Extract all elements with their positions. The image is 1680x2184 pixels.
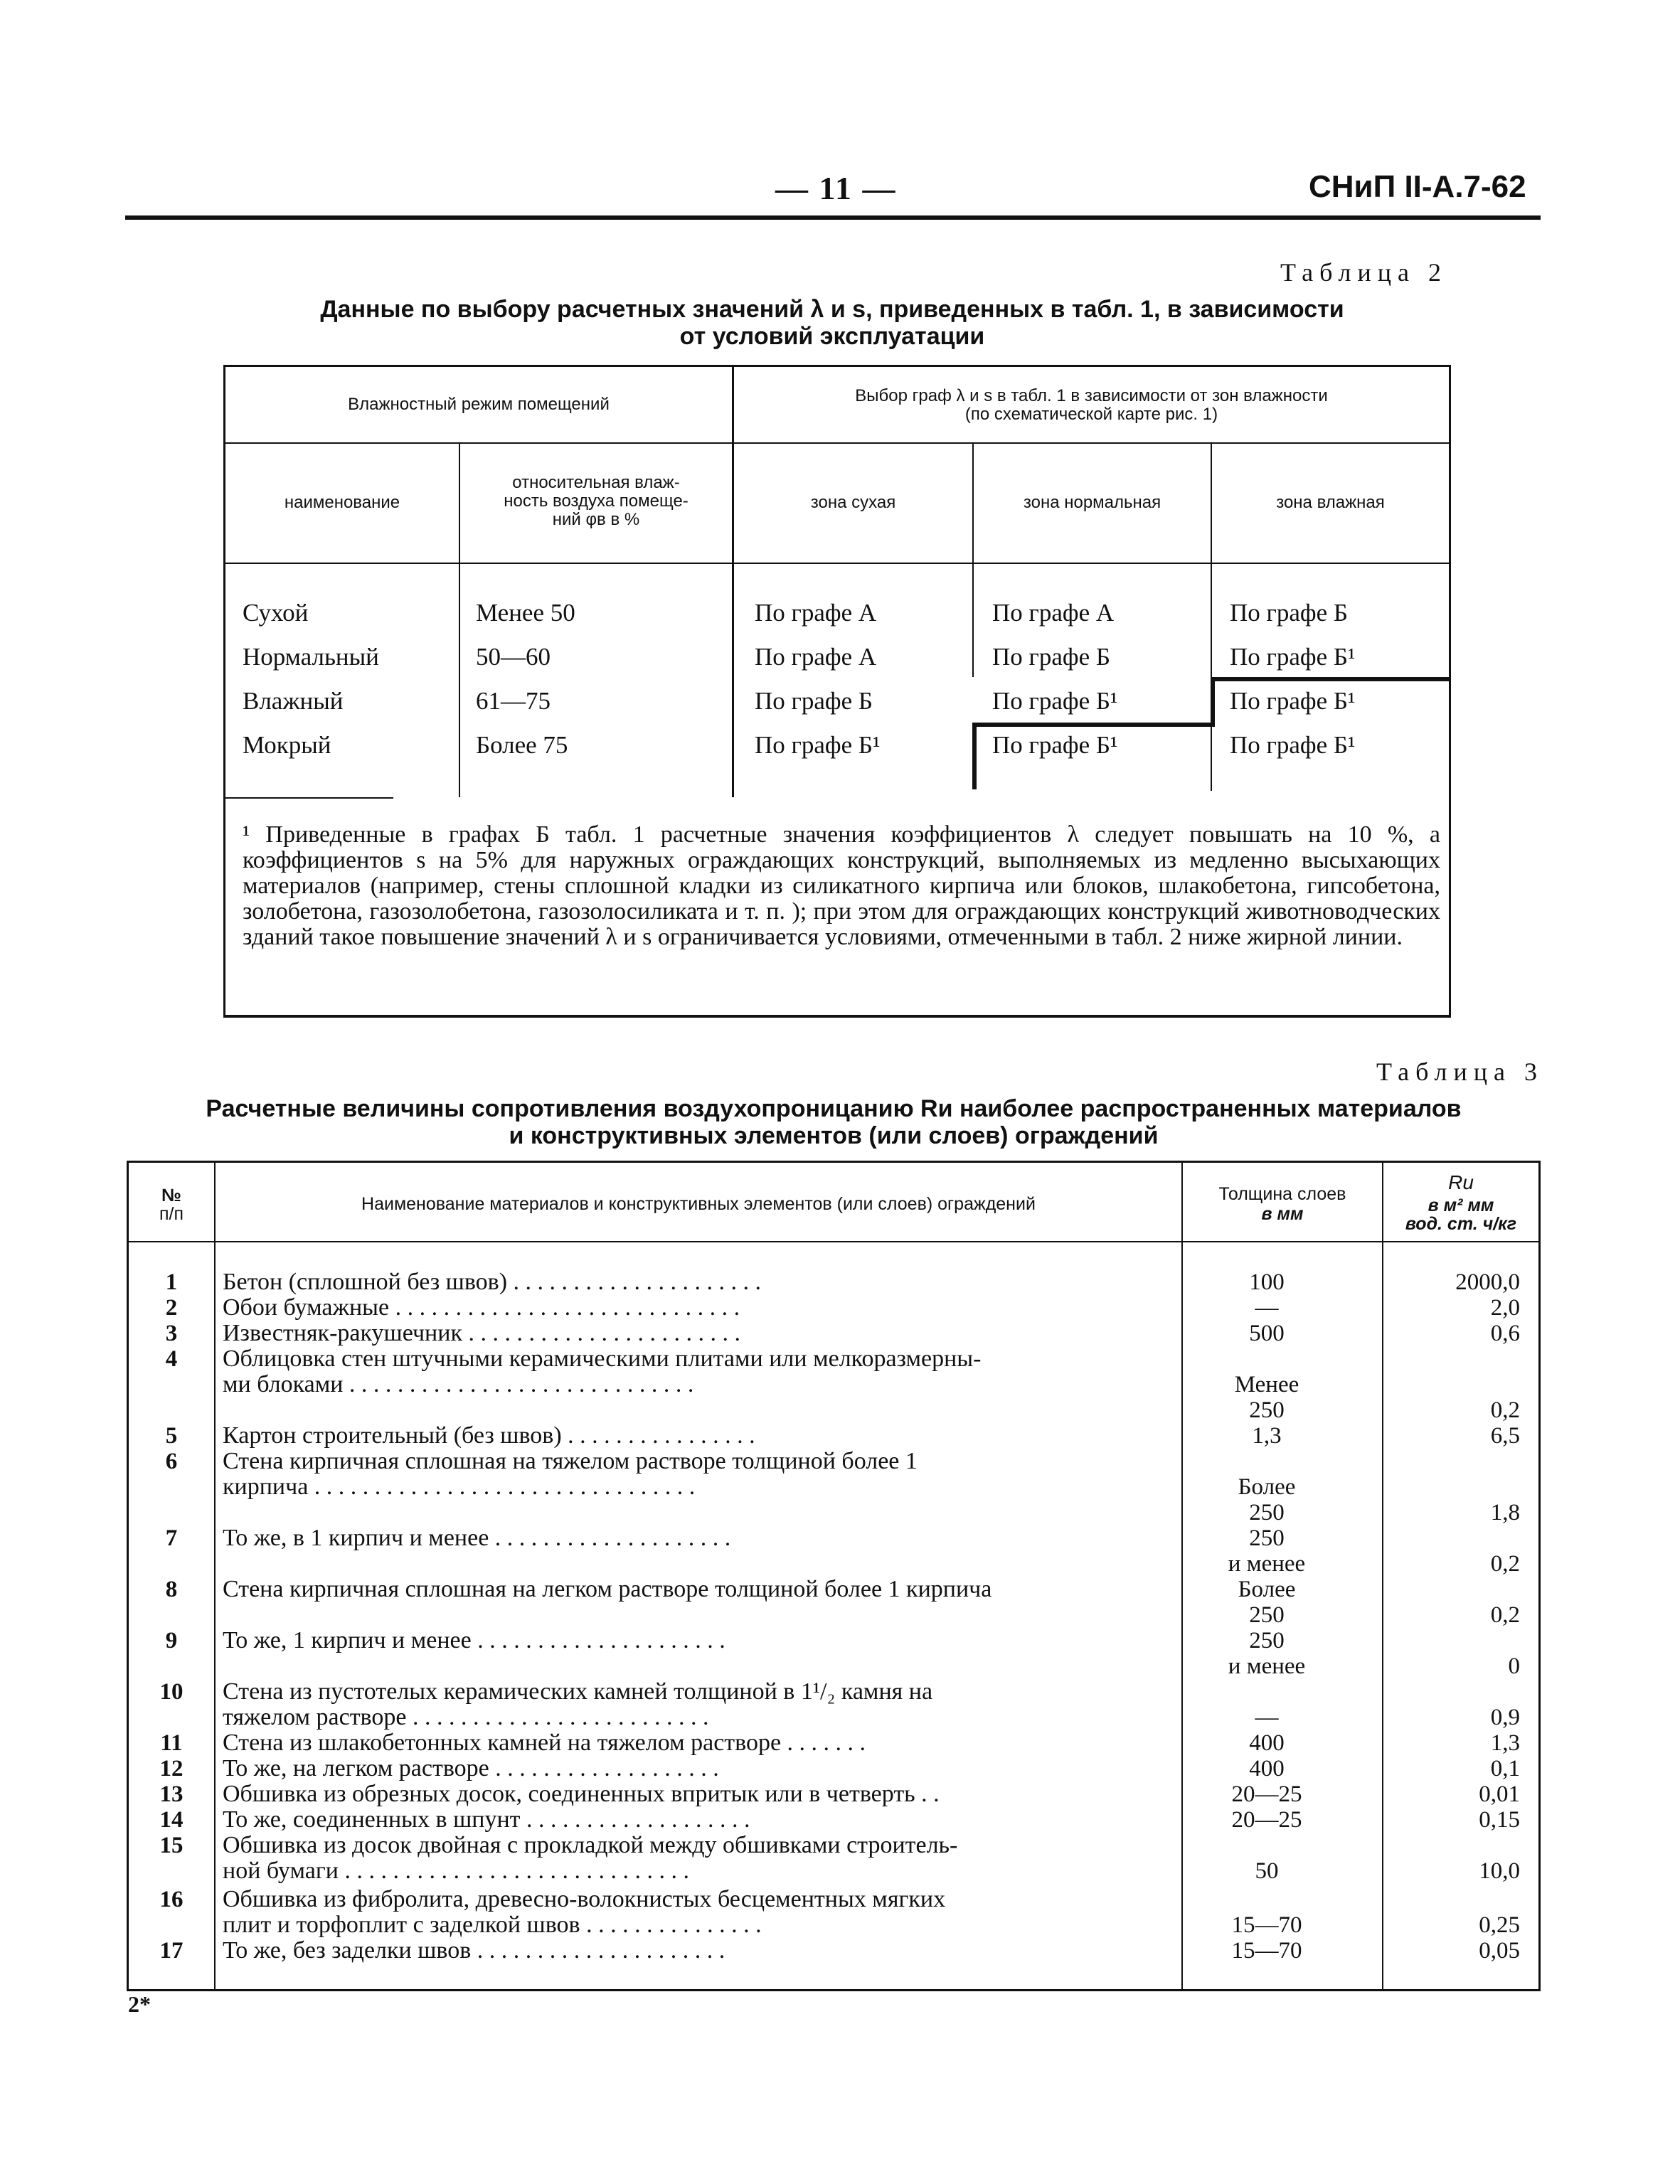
t2-row4-dry: По графе Б¹: [755, 731, 881, 759]
t3-row-num: 11: [160, 1730, 183, 1756]
t2-row2-normal: По графе Б: [992, 643, 1110, 671]
t3-row-r: 0,2: [1490, 1397, 1520, 1423]
t3-row-num: 8: [165, 1577, 178, 1602]
t3-row-thickness: и менее: [1228, 1653, 1306, 1679]
t3-row-r: 2,0: [1490, 1295, 1520, 1321]
t3-row-r: 0,25: [1479, 1912, 1520, 1938]
t3-row-r: 1,3: [1490, 1730, 1520, 1756]
t2-vline-normal-low: [1211, 727, 1212, 791]
t2-col-dry: зона сухая: [810, 493, 896, 512]
t2-col-humidity-2: ность воздуха помеще-: [504, 491, 689, 511]
t3-row-r: 0,6: [1490, 1321, 1520, 1346]
t2-head-group-right-2: (по схематической карте рис. 1): [964, 405, 1218, 424]
t3-row-text: То же, в 1 кирпич и менее . . . . . . . . . . . . . . . . . . . .: [223, 1525, 731, 1551]
t2-row4-humidity: Более 75: [476, 731, 568, 759]
t3-row-thickness: 400: [1249, 1730, 1285, 1756]
t3-col-r-1: Rи: [1448, 1171, 1474, 1193]
t3-col-r-2: в м² мм: [1428, 1195, 1494, 1215]
table2: [223, 365, 1451, 1018]
t3-row-r: 0,05: [1479, 1938, 1520, 1964]
t2-row2-wet: По графе Б¹: [1230, 643, 1356, 671]
t3-col-thickness-2: в мм: [1261, 1204, 1304, 1224]
t2-hline-stub: [225, 797, 393, 799]
t3-row-thickness: —: [1255, 1705, 1279, 1730]
t3-row-thickness: 250: [1249, 1500, 1285, 1525]
t3-row-thickness: 250: [1249, 1397, 1285, 1423]
header-rule: [125, 215, 1541, 220]
t3-row-num: 16: [159, 1887, 184, 1912]
t3-row-thickness: 1,3: [1252, 1423, 1282, 1449]
t2-col-name: наименование: [284, 493, 400, 512]
t3-col-num-2: п/п: [159, 1204, 184, 1224]
table2-label: Таблица 2: [1280, 258, 1447, 287]
t3-row-num: 10: [159, 1679, 184, 1705]
t3-row-text: Обшивка из обрезных досок, соединенных впритык или в четверть . .: [223, 1781, 940, 1807]
t2-row4-wet: По графе Б¹: [1230, 731, 1356, 759]
t3-row-text: То же, на легком растворе . . . . . . . . . . . . . . . . . . .: [223, 1755, 719, 1781]
t3-row-r: 1,8: [1490, 1500, 1520, 1525]
t3-row-thickness: —: [1255, 1295, 1279, 1321]
t2-row3-normal: По графе Б¹: [992, 687, 1118, 715]
t2-row3-humidity: 61—75: [476, 687, 551, 715]
t3-row-num: 1: [165, 1269, 178, 1295]
t3-row-num: 15: [159, 1833, 184, 1858]
t2-row1-normal: По графе А: [992, 599, 1115, 627]
t3-col-r-3: вод. ст. ч/кг: [1405, 1214, 1517, 1234]
t3-row-thickness: Более: [1238, 1577, 1296, 1602]
t3-row-num: 6: [165, 1449, 178, 1474]
t2-head-group-right-1: Выбор граф λ и s в табл. 1 в зависимости от зон влажности: [855, 386, 1328, 405]
t3-col-num-1: №: [161, 1186, 181, 1205]
t2-vline-dry: [972, 442, 974, 677]
t3-row-text: Картон строительный (без швов) . . . . . . . . . . . . . . . .: [223, 1422, 755, 1449]
t3-row-text: Обшивка из досок двойная с прокладкой между обшивками строитель-: [223, 1832, 958, 1858]
page-number: — 11 —: [775, 170, 897, 206]
t3-row-text: ми блоками . . . . . . . . . . . . . . . . . . . . . . . . . . . . .: [223, 1371, 694, 1397]
t2-row4-normal: По графе Б¹: [992, 731, 1118, 759]
t3-row-r: 0,9: [1490, 1705, 1520, 1730]
table2-title-line1: Данные по выбору расчетных значений λ и s, приведенных в табл. 1, в зависимости: [320, 296, 1344, 323]
t3-row-thickness: и менее: [1228, 1551, 1306, 1577]
t3-row-text: Обои бумажные . . . . . . . . . . . . . . . . . . . . . . . . . . . . .: [223, 1294, 740, 1321]
t3-row-num: 3: [165, 1321, 178, 1346]
t2-head-group-left: Влажностный режим помещений: [348, 395, 610, 414]
t3-row-thickness: 15—70: [1231, 1938, 1302, 1964]
t3-row-text: Обшивка из фибролита, древесно-волокнистых бесцементных мягких: [223, 1886, 946, 1912]
t2-row2-name: Нормальный: [243, 643, 379, 671]
sheet-mark: 2*: [128, 1991, 151, 2017]
t3-row-thickness: 20—25: [1231, 1807, 1302, 1833]
t3-row-r: 6,5: [1490, 1423, 1520, 1449]
t3-row-num: 4: [165, 1346, 178, 1372]
t2-hline-right-group: [734, 442, 1449, 444]
t3-row-num: 2: [165, 1295, 178, 1321]
t3-col-thickness-1: Толщина слоев: [1218, 1184, 1346, 1204]
t3-row-text: плит и торфоплит с заделкой швов . . . . . . . . . . . . . . .: [223, 1912, 762, 1938]
t2-col-humidity-1: относительная влаж-: [512, 473, 680, 492]
t3-row-text: То же, без заделки швов . . . . . . . . . . . . . . . . . . . . .: [223, 1937, 725, 1964]
t3-row-num: 9: [165, 1628, 178, 1653]
t3-row-thickness: 15—70: [1231, 1912, 1302, 1938]
t2-col-humidity-3: ний φв в %: [552, 510, 640, 529]
t3-row-thickness: Менее: [1234, 1372, 1299, 1397]
t3-row-thickness: 50: [1255, 1858, 1279, 1884]
t3-row-num: 13: [159, 1781, 184, 1807]
t3-row-thickness: 250: [1249, 1525, 1285, 1551]
t2-vline-normal: [1211, 442, 1212, 677]
t3-row-text: То же, 1 кирпич и менее . . . . . . . . . . . . . . . . . . . . .: [223, 1627, 725, 1653]
t3-row-r: 0,01: [1479, 1781, 1520, 1807]
t2-row3-name: Влажный: [243, 687, 344, 715]
t3-row-thickness: Более: [1238, 1474, 1296, 1500]
t3-row-thickness: 250: [1249, 1602, 1285, 1628]
t3-row-r: 0,2: [1490, 1602, 1520, 1628]
t3-row-r: 0: [1508, 1653, 1520, 1679]
t2-hline-header-bottom: [225, 563, 1449, 564]
t3-row-num: 17: [159, 1938, 184, 1964]
t2-row2-dry: По графе А: [755, 643, 877, 671]
t2-vline-main: [732, 367, 734, 797]
table3: [127, 1161, 1541, 1991]
t3-row-r: 10,0: [1479, 1858, 1520, 1884]
t3-row-r: 0,1: [1490, 1756, 1520, 1781]
t3-row-text: тяжелом растворе . . . . . . . . . . . . . . . . . . . . . . . . .: [223, 1704, 709, 1730]
t2-footnote: ¹ Приведенные в графах Б табл. 1 расчетные значения коэффициентов λ следует повышать на 10 %, а коэффициентов s на 5% для наружных ограждающих конструкций, выполняемых из медленно высыхающих материалов (например, стены сплошной кладки из силикатного кирпича или блоков, шлакобетона, гипсобетона, золобетона, газозолобетона, газозолосиликата и т. п. ); при этом для ограждающих конструкций животноводческих зданий такое повышение значений λ и s ограничивается условиями, отмеченными в табл. 2 ниже жирной линии.: [243, 821, 1440, 950]
table2-title-line2: от условий эксплуатации: [679, 323, 985, 350]
t3-row-thickness: 20—25: [1231, 1781, 1302, 1807]
t3-row-text: Стена кирпичная сплошная на тяжелом растворе толщиной более 1: [223, 1448, 918, 1474]
t3-row-text: Стена кирпичная сплошная на легком растворе толщиной более 1 кирпича: [223, 1576, 992, 1602]
t2-row2-humidity: 50—60: [476, 643, 551, 671]
t3-hline-header: [129, 1241, 1538, 1242]
t2-row1-name: Сухой: [243, 599, 309, 627]
t3-row-r: 2000,0: [1455, 1269, 1520, 1295]
t2-row3-dry: По графе Б: [755, 687, 873, 715]
t2-vline-humidity: [459, 442, 460, 797]
t3-row-thickness: 250: [1249, 1628, 1285, 1653]
t3-row-text: Облицовка стен штучными керамическими плитами или мелкоразмерны-: [223, 1346, 982, 1372]
t3-row-num: 5: [165, 1423, 178, 1449]
t3-row-thickness: 100: [1249, 1269, 1285, 1295]
t3-row-num: 14: [159, 1807, 184, 1833]
t3-row-text: Известняк-ракушечник . . . . . . . . . . . . . . . . . . . . . . .: [223, 1320, 740, 1346]
t3-row-thickness: 500: [1249, 1321, 1285, 1346]
t3-row-num: 12: [159, 1756, 184, 1781]
t2-row1-humidity: Менее 50: [476, 599, 575, 627]
t2-col-normal: зона нормальная: [1023, 493, 1161, 512]
t2-row3-wet: По графе Б¹: [1230, 687, 1356, 715]
t3-row-text: То же, соединенных в шпунт . . . . . . . . . . . . . . . . . . .: [223, 1806, 750, 1833]
t2-col-wet: зона влажная: [1276, 493, 1385, 512]
t3-row-text: Стена из шлакобетонных камней на тяжелом растворе . . . . . . .: [223, 1730, 866, 1756]
table3-label: Таблица 3: [1376, 1058, 1543, 1086]
t2-hline-left-group: [225, 442, 732, 444]
t2-bold-line-d: [972, 723, 977, 789]
table3-title-line2: и конструктивных элементов (или слоев) ограждений: [509, 1122, 1159, 1149]
t3-row-text: Бетон (сплошной без швов) . . . . . . . . . . . . . . . . . . . . .: [223, 1269, 762, 1295]
t3-vline-num: [214, 1163, 216, 1989]
t3-row-num: 7: [165, 1525, 178, 1551]
t3-row-thickness: 400: [1249, 1756, 1285, 1781]
t2-row1-dry: По графе А: [755, 599, 877, 627]
document-code: СНиП II-А.7-62: [1309, 169, 1526, 204]
t2-bold-line-b: [1211, 677, 1215, 725]
t3-row-r: 0,15: [1479, 1807, 1520, 1833]
t3-row-r: 0,2: [1490, 1551, 1520, 1577]
t2-row1-wet: По графе Б: [1230, 599, 1348, 627]
t3-row-text: ной бумаги . . . . . . . . . . . . . . . . . . . . . . . . . . . . .: [223, 1858, 689, 1884]
table3-title-line1: Расчетные величины сопротивления воздухопроницанию Rи наиболее распространенных материалов: [206, 1095, 1462, 1122]
t3-vline-thickness: [1382, 1163, 1383, 1989]
t2-row4-name: Мокрый: [243, 731, 331, 759]
t3-row-text: кирпича . . . . . . . . . . . . . . . . . . . . . . . . . . . . . . . .: [223, 1474, 696, 1500]
t3-row-text: Стена из пустотелых керамических камней толщиной в 1¹/₂ камня на: [223, 1678, 933, 1705]
t3-col-name: Наименование материалов и конструктивных элементов (или слоев) ограждений: [361, 1194, 1036, 1214]
